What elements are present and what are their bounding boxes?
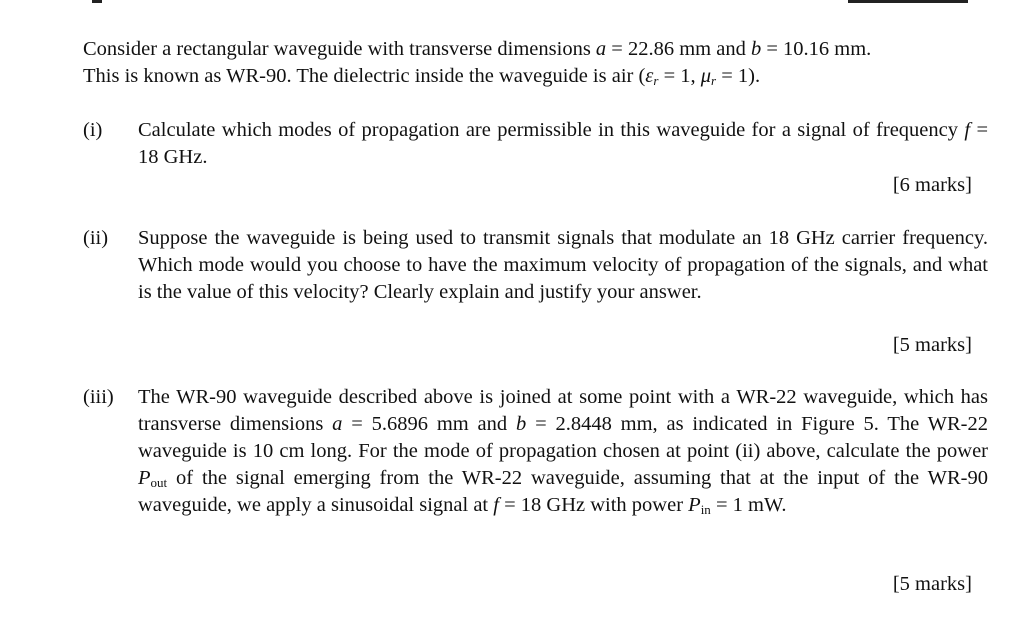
question-text-part: The WR-90 waveguide described above is joined at some point with a WR-22 waveguide, which has transverse dimensions — [138, 386, 988, 435]
question-text — [138, 117, 988, 171]
subscript-in: in — [700, 502, 711, 517]
intro-text: = 22.86 mm and — [606, 38, 751, 60]
question-text-part: = 5.6896 mm and — [342, 413, 516, 435]
marks-iii: [5 marks] — [892, 573, 972, 595]
question-text-part: = 2.8448 mm, as indicated in Figure 5. The WR-22 waveguide is 10 cm long. For the mode of propagation chosen at point (ii) above, calculate the power — [138, 413, 988, 462]
question-text-part: = 18 GHz. — [138, 119, 989, 168]
var-b: b — [515, 413, 527, 435]
var-epsilon: ε — [645, 65, 654, 87]
intro-text: This is known as WR-90. The dielectric inside the waveguide is air ( — [83, 65, 646, 87]
question-text-part: of the signal emerging from the WR-22 waveguide, assuming that at the input of the WR-90 waveguide, we apply a sinusoidal signal at — [138, 467, 988, 516]
question-text-part: = 1 mW. — [710, 494, 787, 516]
var-a: a — [332, 413, 343, 435]
question-number: (i) — [83, 119, 103, 141]
problem-intro — [83, 36, 988, 90]
intro-line-1 — [83, 36, 988, 63]
var-f: f — [964, 119, 971, 141]
intro-text: = 1, — [658, 65, 701, 87]
top-rule-right — [848, 0, 968, 3]
intro-text: = 10.16 mm. — [761, 38, 872, 60]
var-mu: μ — [700, 65, 712, 87]
top-rule-left — [92, 0, 102, 3]
question-number: (iii) — [83, 386, 114, 408]
subscript-r: r — [711, 73, 717, 88]
marks-ii: [5 marks] — [892, 334, 972, 356]
subscript-r: r — [653, 73, 659, 88]
question-text-part: Calculate which modes of propagation are permissible in this waveguide for a signal of frequency — [138, 119, 965, 141]
question-number: (ii) — [83, 227, 109, 249]
var-p: P — [688, 494, 701, 516]
question-text: Suppose the waveguide is being used to transmit signals that modulate an 18 GHz carrier frequency. Which mode would you choose to have the maximum velocity of propagation of the signals, and what is the value of this velocity? Clearly explain and justify your answer. — [138, 227, 988, 303]
subscript-out: out — [150, 475, 168, 490]
question-text — [138, 384, 988, 519]
question-text-part: = 18 GHz with power — [498, 494, 689, 516]
var-f: f — [493, 494, 499, 516]
var-b: b — [750, 38, 762, 60]
marks-i: [6 marks] — [892, 174, 972, 196]
intro-line-2 — [83, 63, 988, 90]
intro-text: Consider a rectangular waveguide with transverse dimensions — [83, 38, 596, 60]
var-a: a — [595, 38, 607, 60]
var-p: P — [138, 467, 151, 489]
intro-text: = 1). — [716, 65, 761, 87]
